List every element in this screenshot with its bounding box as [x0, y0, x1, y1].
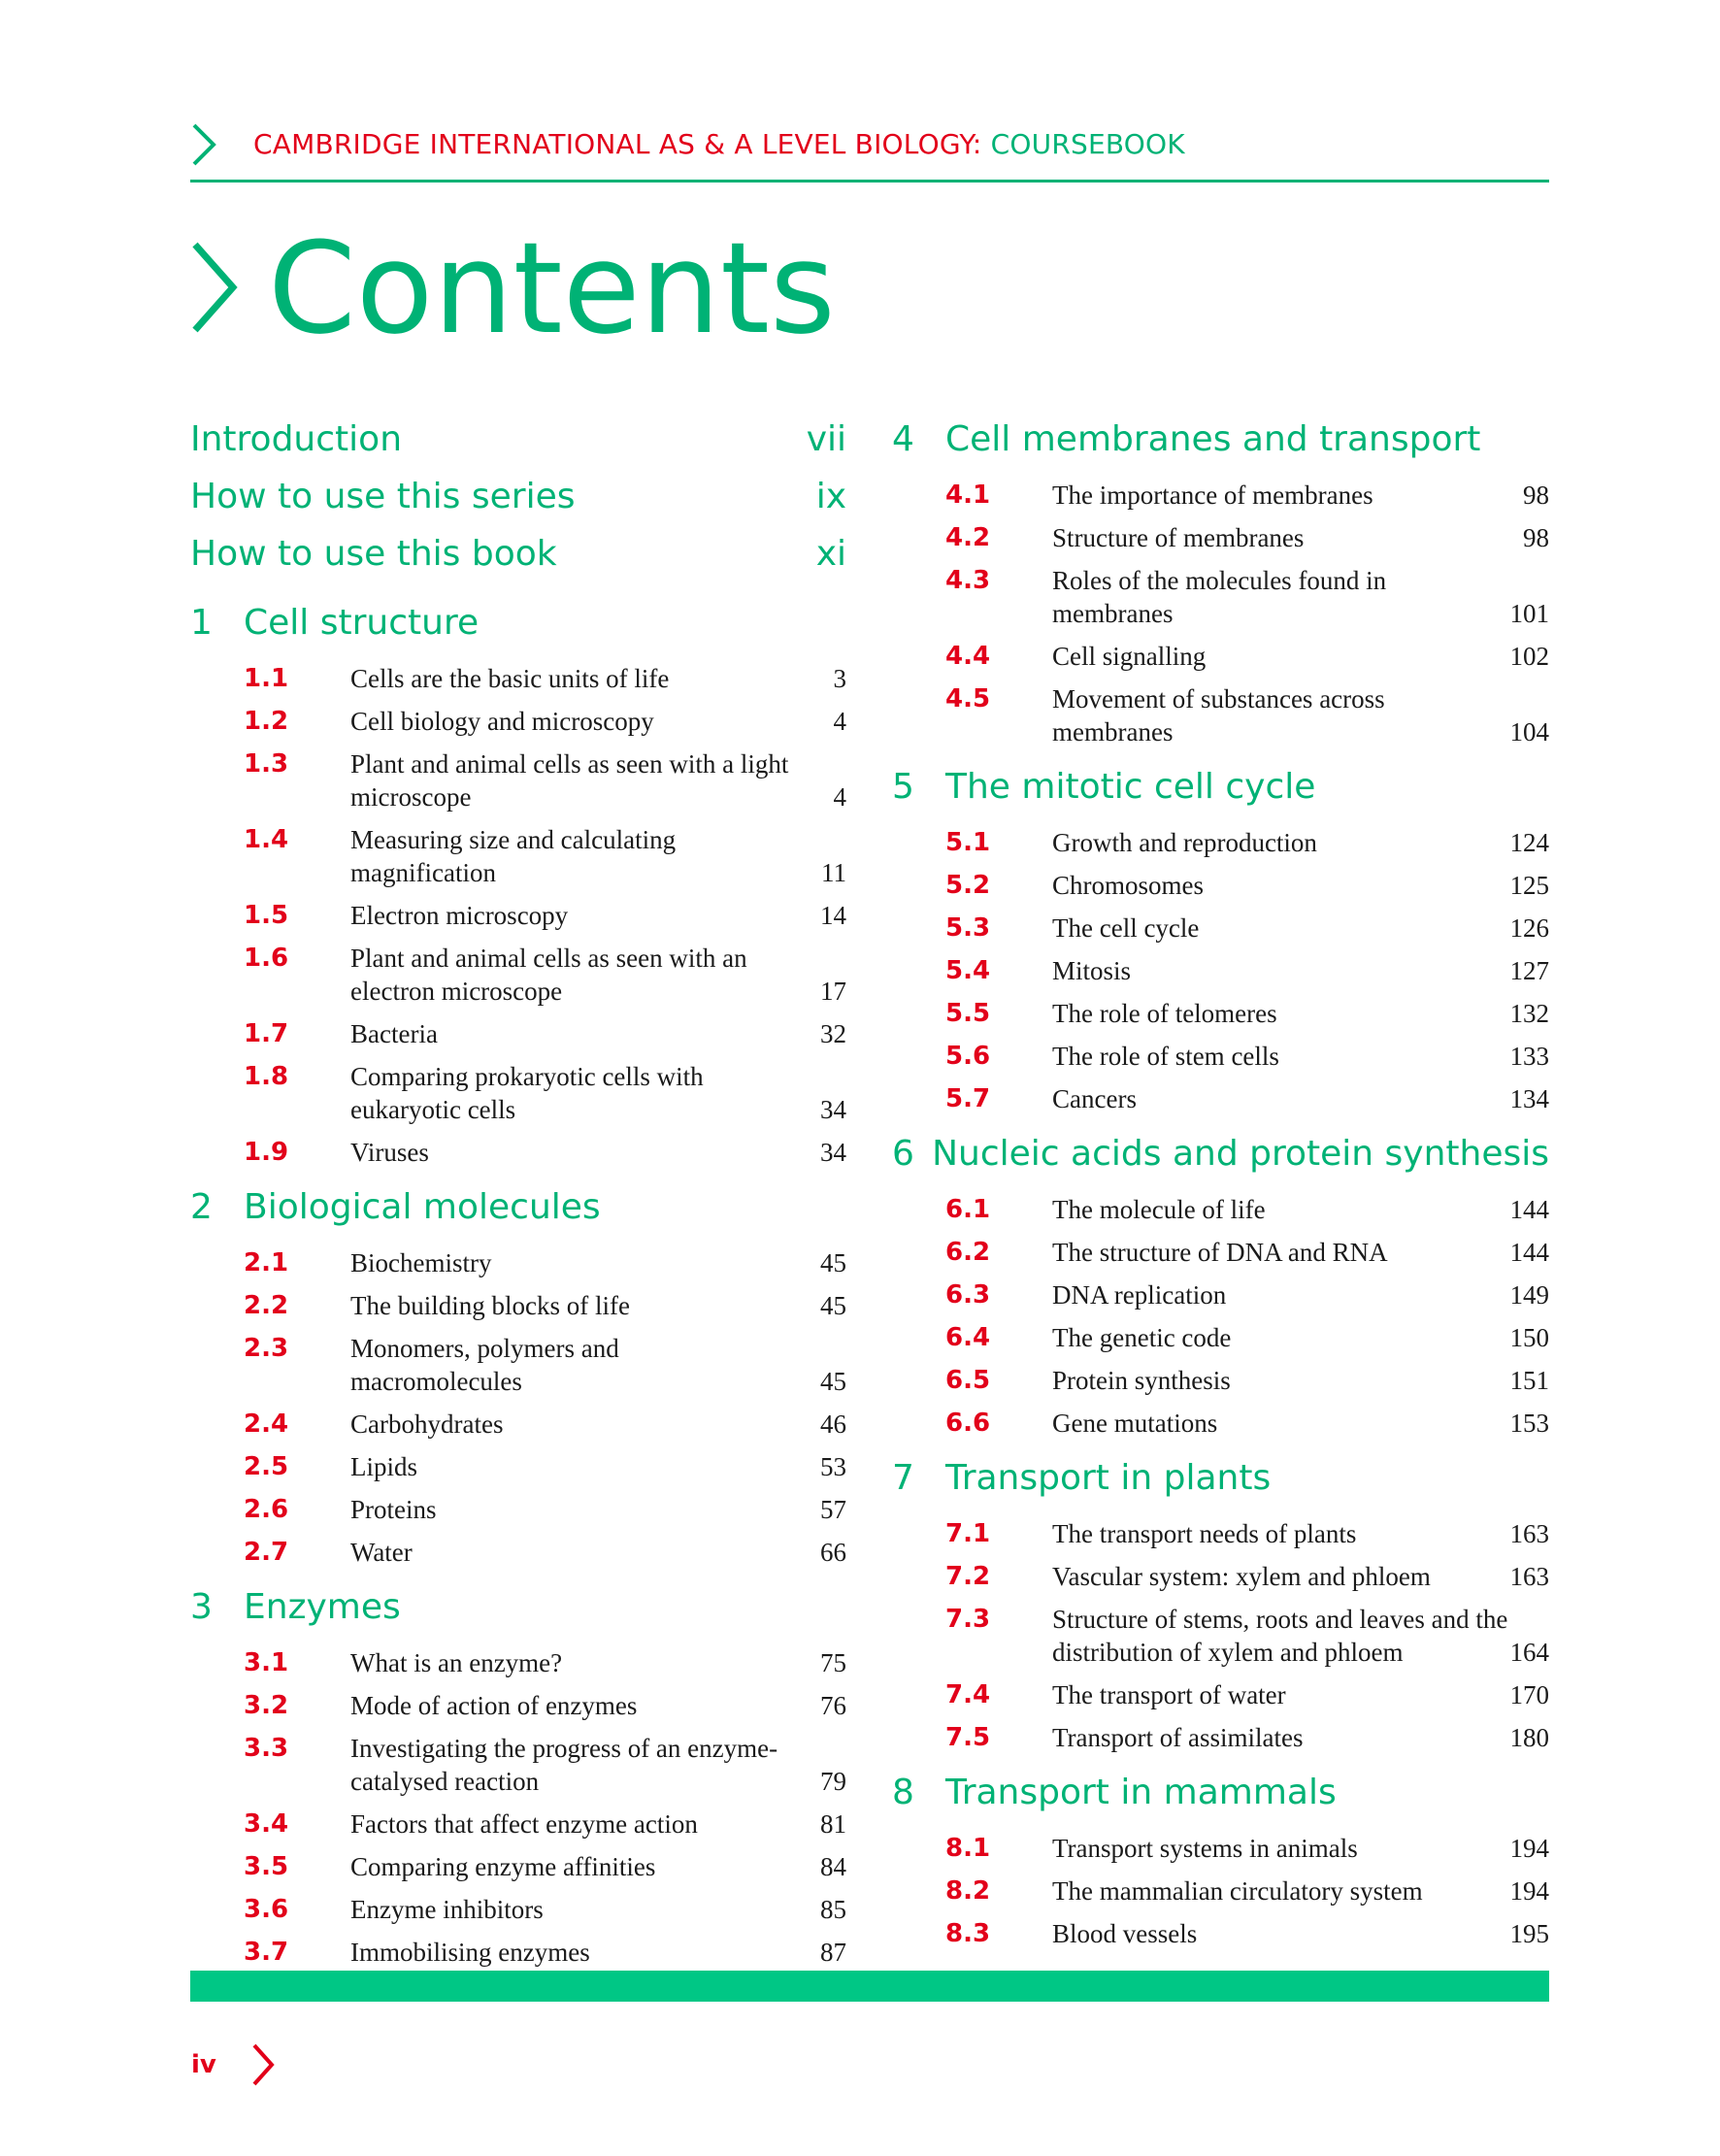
section-number: 4.5	[945, 684, 991, 713]
section-page: 195	[1509, 1919, 1549, 1948]
section-title: Plant and animal cells as seen with an electron microscope	[350, 944, 747, 1006]
section-number: 7.3	[945, 1605, 991, 1634]
section-title: Movement of substances across membranes	[1052, 684, 1385, 746]
section-number: 1.7	[244, 1019, 289, 1048]
section-page: 133	[1509, 1042, 1549, 1071]
section-page: 76	[820, 1691, 846, 1720]
section-page: 124	[1509, 828, 1549, 857]
footer-bar	[190, 1971, 1549, 2002]
section-title: Transport systems in animals	[1052, 1834, 1358, 1863]
chapter-list	[892, 419, 1549, 1957]
section-page: 170	[1509, 1680, 1549, 1709]
section-page: 32	[820, 1019, 846, 1048]
toc-section-entry[interactable]	[892, 680, 1549, 755]
section-page: 125	[1509, 871, 1549, 900]
section-page: 102	[1509, 642, 1549, 671]
chapter-title: Enzymes	[244, 1587, 401, 1627]
section-title: Vascular system: xylem and phloem	[1052, 1562, 1431, 1591]
toc-section-entry[interactable]	[190, 1805, 860, 1847]
section-page: 11	[821, 858, 846, 887]
front-entry-page: xi	[815, 534, 846, 574]
chevron-right-icon	[190, 122, 219, 167]
chapter-title: Biological molecules	[244, 1187, 601, 1227]
header-subtitle: COURSEBOOK	[990, 128, 1185, 160]
section-title: Monomers, polymers and macromolecules	[350, 1334, 619, 1396]
section-number: 6.3	[945, 1280, 991, 1310]
section-page: 81	[820, 1809, 846, 1839]
section-number: 6.5	[945, 1366, 991, 1395]
section-title: Mode of action of enzymes	[350, 1691, 638, 1720]
section-page: 84	[820, 1852, 846, 1881]
chapter-title: The mitotic cell cycle	[945, 767, 1316, 807]
chapter-title: Cell structure	[244, 603, 480, 643]
running-header	[253, 128, 1185, 160]
chapter-number: 6	[892, 1134, 914, 1174]
section-number: 6.4	[945, 1323, 991, 1352]
section-title: Plant and animal cells as seen with a light microscope	[350, 749, 789, 812]
toc-section-entry[interactable]	[892, 637, 1549, 680]
section-page: 66	[820, 1538, 846, 1567]
section-title: Cell signalling	[1052, 642, 1207, 671]
section-page: 45	[820, 1291, 846, 1320]
section-page: 14	[820, 901, 846, 930]
toc-right-column	[892, 419, 1549, 1957]
toc-section-entry[interactable]	[892, 1190, 1549, 1233]
toc-section-entry[interactable]	[190, 1405, 860, 1447]
toc-section-entry[interactable]	[892, 909, 1549, 951]
toc-section-entry[interactable]	[892, 1404, 1549, 1446]
section-number: 5.5	[945, 999, 991, 1028]
toc-section-entry[interactable]	[190, 1729, 860, 1805]
section-page: 3	[833, 664, 846, 693]
section-page: 4	[833, 707, 846, 736]
toc-section-entry[interactable]	[190, 1286, 860, 1329]
section-title: Protein synthesis	[1052, 1366, 1231, 1395]
section-title: Comparing prokaryotic cells with eukaryotic cells	[350, 1062, 704, 1124]
chapter-block	[892, 419, 1549, 755]
chapter-number: 1	[190, 603, 213, 643]
toc-section-entry[interactable]	[892, 1829, 1549, 1872]
toc-section-entry[interactable]	[190, 1057, 860, 1133]
toc-section-entry[interactable]	[892, 1872, 1549, 1914]
section-page: 79	[820, 1767, 846, 1796]
toc-front-entry[interactable]	[190, 419, 860, 477]
section-number: 4.2	[945, 523, 991, 552]
chapter-block	[892, 1773, 1549, 1957]
section-number: 1.3	[244, 749, 289, 779]
section-number: 2.1	[244, 1248, 289, 1277]
header-divider	[190, 180, 1549, 182]
section-number: 3.6	[244, 1895, 289, 1924]
section-page: 34	[820, 1138, 846, 1167]
section-page: 53	[820, 1452, 846, 1481]
section-title: Cancers	[1052, 1084, 1137, 1113]
chapter-title: Transport in mammals	[945, 1773, 1337, 1812]
front-entry-page: vii	[806, 419, 846, 459]
page-title: Contents	[268, 215, 836, 362]
toc-section-entry[interactable]	[190, 1447, 860, 1490]
chapter-heading[interactable]	[190, 1187, 860, 1244]
section-number: 1.5	[244, 901, 289, 930]
section-title: Biochemistry	[350, 1248, 492, 1277]
chapter-heading[interactable]	[892, 1458, 1549, 1514]
section-title: Blood vessels	[1052, 1919, 1198, 1948]
toc-section-entry[interactable]	[892, 1557, 1549, 1600]
toc-section-entry[interactable]	[892, 1361, 1549, 1404]
toc-section-entry[interactable]	[190, 1133, 860, 1176]
toc-section-entry[interactable]	[892, 951, 1549, 994]
toc-section-entry[interactable]	[892, 1675, 1549, 1718]
section-page: 87	[820, 1938, 846, 1967]
chapter-heading[interactable]	[892, 767, 1549, 823]
section-page: 153	[1509, 1409, 1549, 1438]
toc-section-entry[interactable]	[190, 745, 860, 820]
toc-section-entry[interactable]	[892, 1914, 1549, 1957]
section-title: Immobilising enzymes	[350, 1938, 590, 1967]
section-title: Transport of assimilates	[1052, 1723, 1304, 1752]
toc-front-entry[interactable]	[190, 534, 860, 591]
toc-section-entry[interactable]	[892, 476, 1549, 518]
toc-front-entry[interactable]	[190, 477, 860, 534]
section-number: 7.5	[945, 1723, 991, 1752]
section-title: The importance of membranes	[1052, 481, 1373, 510]
section-page: 127	[1509, 956, 1549, 985]
section-number: 6.1	[945, 1195, 991, 1224]
toc-section-entry[interactable]	[892, 1318, 1549, 1361]
chapter-heading[interactable]	[892, 1134, 1549, 1190]
section-number: 4.4	[945, 642, 991, 671]
section-page: 126	[1509, 913, 1549, 943]
chapter-block	[892, 1458, 1549, 1761]
chapter-title: Transport in plants	[945, 1458, 1272, 1498]
section-title: The role of telomeres	[1052, 999, 1277, 1028]
toc-section-entry[interactable]	[892, 1514, 1549, 1557]
section-number: 7.2	[945, 1562, 991, 1591]
toc-section-entry[interactable]	[190, 702, 860, 745]
header-title: CAMBRIDGE INTERNATIONAL AS & A LEVEL BIOLOGY:	[253, 128, 982, 160]
section-number: 5.3	[945, 913, 991, 943]
toc-section-entry[interactable]	[190, 1890, 860, 1933]
section-title: The genetic code	[1052, 1323, 1232, 1352]
toc-section-entry[interactable]	[190, 1686, 860, 1729]
section-title: Water	[350, 1538, 413, 1567]
section-page: 4	[833, 782, 846, 812]
section-title: Cells are the basic units of life	[350, 664, 670, 693]
section-number: 1.9	[244, 1138, 289, 1167]
section-number: 5.6	[945, 1042, 991, 1071]
section-page: 75	[820, 1648, 846, 1677]
toc-section-entry[interactable]	[190, 1244, 860, 1286]
chevron-right-icon	[250, 2042, 276, 2087]
section-page: 45	[820, 1248, 846, 1277]
section-title: Structure of membranes	[1052, 523, 1305, 552]
section-number: 3.4	[244, 1809, 289, 1839]
chapter-block	[190, 1587, 860, 1975]
section-title: The transport of water	[1052, 1680, 1286, 1709]
toc-section-entry[interactable]	[892, 561, 1549, 637]
section-number: 6.2	[945, 1238, 991, 1267]
section-number: 2.6	[244, 1495, 289, 1524]
toc-section-entry[interactable]	[892, 823, 1549, 866]
section-number: 4.3	[945, 566, 991, 595]
section-number: 2.2	[244, 1291, 289, 1320]
section-title: Proteins	[350, 1495, 437, 1524]
section-page: 85	[820, 1895, 846, 1924]
section-page: 45	[820, 1367, 846, 1396]
chapter-title: Nucleic acids and protein synthesis	[932, 1134, 1549, 1174]
section-page: 98	[1523, 481, 1549, 510]
section-number: 2.4	[244, 1410, 289, 1439]
section-title: The building blocks of life	[350, 1291, 630, 1320]
section-title: The role of stem cells	[1052, 1042, 1279, 1071]
section-number: 3.3	[244, 1734, 289, 1763]
section-title: Bacteria	[350, 1019, 438, 1048]
section-page: 151	[1509, 1366, 1549, 1395]
front-entry-title: Introduction	[190, 419, 403, 459]
toc-section-entry[interactable]	[892, 1600, 1549, 1675]
section-number: 6.6	[945, 1409, 991, 1438]
section-title: Cell biology and microscopy	[350, 707, 654, 736]
section-page: 163	[1509, 1562, 1549, 1591]
chapter-heading[interactable]	[190, 603, 860, 659]
section-title: Carbohydrates	[350, 1410, 504, 1439]
section-page: 57	[820, 1495, 846, 1524]
section-number: 1.1	[244, 664, 289, 693]
chapter-number: 5	[892, 767, 914, 807]
section-title: The cell cycle	[1052, 913, 1200, 943]
toc-section-entry[interactable]	[190, 1643, 860, 1686]
chapter-heading[interactable]	[892, 419, 1549, 476]
section-title: Chromosomes	[1052, 871, 1205, 900]
section-number: 5.2	[945, 871, 991, 900]
section-page: 34	[820, 1095, 846, 1124]
section-title: The transport needs of plants	[1052, 1519, 1357, 1548]
section-title: Viruses	[350, 1138, 429, 1167]
section-number: 3.5	[244, 1852, 289, 1881]
toc-section-entry[interactable]	[190, 1847, 860, 1890]
section-number: 7.1	[945, 1519, 991, 1548]
section-number: 5.1	[945, 828, 991, 857]
chapter-block	[190, 603, 860, 1176]
section-title: Gene mutations	[1052, 1409, 1218, 1438]
section-title: Mitosis	[1052, 956, 1132, 985]
section-title: DNA replication	[1052, 1280, 1227, 1310]
toc-section-entry[interactable]	[892, 1037, 1549, 1079]
section-title: Electron microscopy	[350, 901, 569, 930]
chapter-number: 3	[190, 1587, 213, 1627]
toc-section-entry[interactable]	[892, 1233, 1549, 1276]
toc-section-entry[interactable]	[190, 939, 860, 1014]
section-number: 3.1	[244, 1648, 289, 1677]
toc-section-entry[interactable]	[190, 820, 860, 896]
section-title: The molecule of life	[1052, 1195, 1266, 1224]
section-number: 2.7	[244, 1538, 289, 1567]
toc-section-entry[interactable]	[190, 659, 860, 702]
section-page: 150	[1509, 1323, 1549, 1352]
section-number: 1.6	[244, 944, 289, 973]
section-number: 5.4	[945, 956, 991, 985]
section-page: 98	[1523, 523, 1549, 552]
section-title: The mammalian circulatory system	[1052, 1876, 1423, 1906]
front-entry-page: ix	[815, 477, 846, 516]
section-page: 46	[820, 1410, 846, 1439]
toc-section-entry[interactable]	[190, 1329, 860, 1405]
section-title: Comparing enzyme affinities	[350, 1852, 656, 1881]
section-page: 144	[1509, 1195, 1549, 1224]
section-title: The structure of DNA and RNA	[1052, 1238, 1388, 1267]
chapter-heading[interactable]	[892, 1773, 1549, 1829]
toc-section-entry[interactable]	[190, 896, 860, 939]
chapter-number: 8	[892, 1773, 914, 1812]
section-page: 17	[820, 977, 846, 1006]
chapter-number: 4	[892, 419, 914, 459]
toc-section-entry[interactable]	[892, 1079, 1549, 1122]
section-title: Factors that affect enzyme action	[350, 1809, 698, 1839]
front-matter	[190, 419, 860, 591]
section-number: 8.3	[945, 1919, 991, 1948]
section-number: 1.2	[244, 707, 289, 736]
chapter-block	[892, 1134, 1549, 1446]
toc-section-entry[interactable]	[892, 518, 1549, 561]
section-number: 4.1	[945, 481, 991, 510]
section-page: 104	[1509, 717, 1549, 746]
chevron-right-icon	[190, 241, 239, 334]
section-page: 144	[1509, 1238, 1549, 1267]
section-title: Growth and reproduction	[1052, 828, 1317, 857]
section-number: 5.7	[945, 1084, 991, 1113]
toc-section-entry[interactable]	[892, 994, 1549, 1037]
page-number: iv	[191, 2050, 216, 2079]
chapter-number: 7	[892, 1458, 914, 1498]
section-number: 2.3	[244, 1334, 289, 1363]
toc-section-entry[interactable]	[190, 1014, 860, 1057]
section-number: 3.2	[244, 1691, 289, 1720]
section-page: 132	[1509, 999, 1549, 1028]
chapter-heading[interactable]	[190, 1587, 860, 1643]
section-title: What is an enzyme?	[350, 1648, 563, 1677]
section-number: 2.5	[244, 1452, 289, 1481]
section-title: Lipids	[350, 1452, 418, 1481]
section-page: 134	[1509, 1084, 1549, 1113]
section-number: 1.4	[244, 825, 289, 854]
chapter-title: Cell membranes and transport	[945, 419, 1481, 459]
front-entry-title: How to use this series	[190, 477, 576, 516]
section-number: 7.4	[945, 1680, 991, 1709]
section-title: Structure of stems, roots and leaves and the distribution of xylem and phloem	[1052, 1605, 1508, 1667]
toc-left-column	[190, 419, 860, 1975]
section-title: Investigating the progress of an enzyme-catalysed reaction	[350, 1734, 778, 1796]
section-page: 149	[1509, 1280, 1549, 1310]
section-page: 180	[1509, 1723, 1549, 1752]
section-page: 194	[1509, 1876, 1549, 1906]
chapter-list	[190, 603, 860, 1975]
section-page: 163	[1509, 1519, 1549, 1548]
chapter-block	[190, 1187, 860, 1576]
section-number: 3.7	[244, 1938, 289, 1967]
section-title: Measuring size and calculating magnification	[350, 825, 677, 887]
toc-section-entry[interactable]	[892, 866, 1549, 909]
toc-section-entry[interactable]	[190, 1490, 860, 1533]
chapter-number: 2	[190, 1187, 213, 1227]
section-title: Roles of the molecules found in membranes	[1052, 566, 1387, 628]
section-page: 101	[1509, 599, 1549, 628]
section-title: Enzyme inhibitors	[350, 1895, 544, 1924]
section-number: 8.2	[945, 1876, 991, 1906]
toc-section-entry[interactable]	[190, 1933, 860, 1975]
section-page: 194	[1509, 1834, 1549, 1863]
toc-section-entry[interactable]	[892, 1276, 1549, 1318]
toc-section-entry[interactable]	[190, 1533, 860, 1576]
front-entry-title: How to use this book	[190, 534, 557, 574]
section-number: 1.8	[244, 1062, 289, 1091]
toc-section-entry[interactable]	[892, 1718, 1549, 1761]
section-page: 164	[1509, 1638, 1549, 1667]
section-number: 8.1	[945, 1834, 991, 1863]
chapter-block	[892, 767, 1549, 1122]
